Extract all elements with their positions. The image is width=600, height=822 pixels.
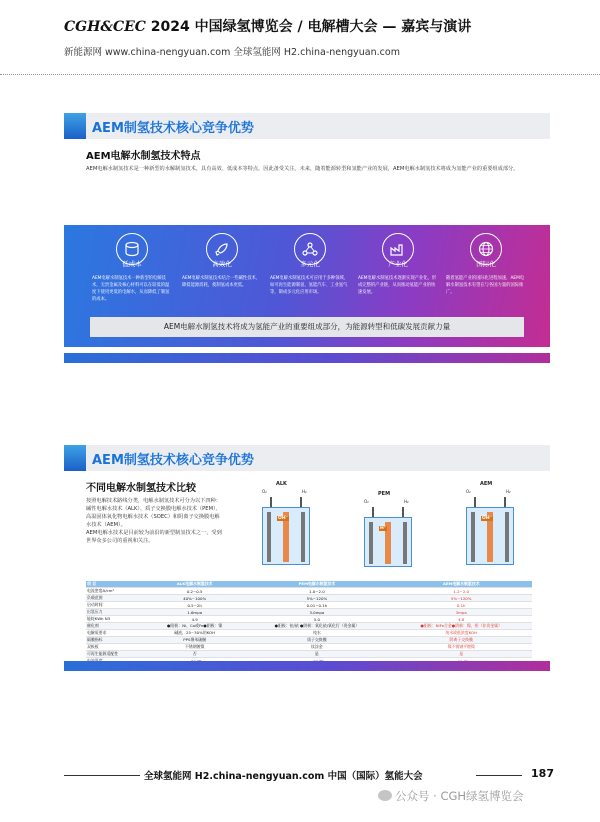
table-cell: 纯水或低浓度KOH: [390, 630, 532, 637]
electrolyte-tank: [262, 507, 310, 565]
table-cell: 0.1h: [390, 602, 532, 609]
table-cell: 镍不锈钢平镀镍: [390, 644, 532, 651]
slide-1-bottom-bar: [64, 353, 550, 363]
footer-line-right: [476, 775, 522, 776]
comparison-table: [86, 581, 532, 665]
table-row: [86, 609, 532, 616]
gas-label: O₂: [466, 489, 471, 494]
feature-label: 低成本: [122, 260, 142, 268]
table-cell: ●阳极：Ni、Co或Fe●阴极：镍: [146, 623, 243, 630]
header-title-text: 2024 中国绿氢博览会 / 电解槽大会 — 嘉宾与演讲: [145, 19, 472, 35]
cathode: [505, 512, 509, 562]
table-cell: 1.6mpa: [146, 609, 243, 616]
pipe: [504, 497, 506, 507]
pem-cell-diagram: [352, 499, 424, 583]
page-footer: [64, 768, 554, 782]
banner-tag: [64, 445, 86, 471]
table-cell: 隔膜指标: [86, 637, 146, 644]
pipe: [300, 497, 302, 507]
table-cell: 5%~120%: [243, 595, 390, 602]
feature-label: 高效化: [212, 260, 232, 268]
slide-1-banner: [64, 113, 550, 139]
table-cell: 40%~100%: [146, 595, 243, 602]
feature-desc: AEM电解水制氢技术可应用于多种领域，如可再生能源制氢、氢能汽车、工业氢气等，制成多元化应用市场。: [270, 276, 349, 295]
diagram-label-aem: AEM: [480, 481, 493, 487]
table-cell: 4.8: [390, 616, 532, 623]
feature-card-low-cost: [92, 233, 172, 329]
table-cell: ●阳极：NiFe合金●阴极：镍、钼（非贵金属）: [390, 623, 532, 630]
table-cell: 4.9: [146, 616, 243, 623]
table-row: [86, 623, 532, 630]
table-row: [86, 595, 532, 602]
slide-2: [64, 445, 550, 675]
page-header-subtitle: 新能源网 www.china-nengyuan.com 全球氢能网 H2.china-nengyuan.com: [64, 47, 400, 58]
feature-label: 国际化: [476, 260, 496, 268]
table-cell: 阴离子交换膜: [390, 637, 532, 644]
electrolyzer-diagrams: [244, 481, 534, 577]
table-cell: 启动时间: [86, 602, 146, 609]
aem-cell-diagram: [454, 489, 526, 573]
gas-label: H₂: [404, 499, 409, 504]
table-row: [86, 588, 532, 595]
gas-label: H₂: [506, 489, 511, 494]
page-header-title: [64, 16, 471, 36]
feature-desc: 随着氢能产业的国际化进程加速，AEM电解水制氢技术有望在与各国力量的国际推广。: [446, 276, 525, 295]
table-cell: 0.5~2h: [146, 602, 243, 609]
table-row: [86, 644, 532, 651]
feature-card-industrialization: [358, 233, 438, 329]
table-cell: 3mpa: [390, 609, 532, 616]
slide-2-banner-title: AEM制氢技术核心竞争优势: [92, 453, 254, 468]
feature-card-diversification: [270, 233, 350, 329]
table-cell: 纯水: [243, 630, 390, 637]
table-cell: 钛涂金: [243, 644, 390, 651]
wechat-icon: [378, 790, 392, 801]
watermark-text: 公众号 · CGH绿氢博览会: [395, 789, 524, 803]
anode: [267, 512, 271, 562]
cathode: [301, 512, 305, 562]
cathode: [403, 522, 407, 564]
table-row: [86, 651, 532, 658]
feature-label: 多元化: [300, 260, 320, 268]
slide-2-section-title: 不同电解水制氢技术比较: [86, 483, 196, 494]
slide-1: [64, 113, 550, 367]
table-row: [86, 602, 532, 609]
table-cell: 0.01~0.1h: [243, 602, 390, 609]
ion-label: H⁺: [380, 526, 387, 531]
gas-label: O₂: [364, 499, 369, 504]
feature-card-efficiency: [182, 233, 262, 329]
pipe: [270, 497, 272, 507]
slide-1-banner-title: AEM制氢技术核心竞争优势: [92, 121, 254, 136]
pipe: [474, 497, 476, 507]
table-cell: 可再生能源适配性: [86, 651, 146, 658]
table-header-cell: PEM电解水制氢技术: [243, 581, 390, 588]
slide-1-intro: AEM电解水制氢技术是一种新型的水解制氢技术，具有高效、低成本等特点，因此备受关注。未来，随着能源转型和氢能产业的发展，AEM电解水制氢技术将成为氢能产业的重要组成部分。: [86, 166, 519, 172]
ion-label: OH⁻: [482, 516, 492, 521]
alk-cell-diagram: [250, 489, 322, 573]
page-number: 187: [531, 767, 554, 780]
footer-text: 全球氢能网 H2.china-nengyuan.com 中国（国际）氢能大会: [144, 771, 423, 782]
slide-2-intro: 按照电解技术路线分类，电解水制氢技术可分为以下四种：碱性电解水技术（ALK）、质子交换膜电解水技术（PEM）、高温固体氧化物电解水技术（SOEC）和阴离子交换膜电解水技术（AEM）。 AEM电解水技术是目前较为前沿的新型制氢技术之一，受到世界众多公司的重视和关注。: [86, 498, 222, 544]
table-cell: 负载范围: [86, 595, 146, 602]
table-cell: 双极板: [86, 644, 146, 651]
table-cell: 质子交换膜: [243, 637, 390, 644]
table-row: [86, 630, 532, 637]
diagram-label-pem: PEM: [378, 491, 391, 497]
table-cell: 是: [390, 651, 532, 658]
pipe: [402, 507, 404, 517]
table-header-cell: AEM电解水制氢技术: [390, 581, 532, 588]
table-cell: 催化剂: [86, 623, 146, 630]
table-cell: ●阳极：铂/铱 ●阴极：氧化铱/氧化钌（贵金属）: [243, 623, 390, 630]
footer-line-left: [64, 775, 140, 776]
watermark: [378, 788, 524, 804]
banner-tag: [64, 113, 86, 139]
table-cell: 电流密度A/cm²: [86, 588, 146, 595]
electrolyte-tank: [466, 507, 514, 565]
table-cell: 1.2~2.0: [390, 588, 532, 595]
slide-1-summary: AEM电解水制氢技术将成为氢能产业的重要组成部分，为能源转型和低碳发展贡献力量: [90, 317, 524, 337]
electrolyte-tank: [364, 517, 412, 567]
feature-card-internationalization: [446, 233, 526, 329]
table-cell: 否: [146, 651, 243, 658]
table-cell: 是: [243, 651, 390, 658]
table-cell: 1.0~2.0: [243, 588, 390, 595]
table-cell: 0.2~0.5: [146, 588, 243, 595]
table-cell: 碱液，25~30%的KOH: [146, 630, 243, 637]
table-cell: 3.0mpa: [243, 609, 390, 616]
table-header-cell: ALK电解水制氢技术: [146, 581, 243, 588]
table-cell: 能耗KWh N3: [86, 616, 146, 623]
table-header-cell: 项 目: [86, 581, 146, 588]
anode: [369, 522, 373, 564]
slide-2-banner: [64, 445, 550, 471]
slide-1-section-title: AEM电解水制氢技术特点: [86, 151, 201, 162]
feature-label: 产业化: [388, 260, 408, 268]
table-cell: 不锈钢镀镍: [146, 644, 243, 651]
table-cell: PPS聚苯硫醚: [146, 637, 243, 644]
diagram-label-alk: ALK: [276, 481, 287, 487]
anode: [471, 512, 475, 562]
pipe: [372, 507, 374, 517]
gas-label: O₂: [262, 489, 267, 494]
header-brand: CGH&CEC: [64, 19, 146, 35]
table-cell: 5%~120%: [390, 595, 532, 602]
gas-label: H₂: [302, 489, 307, 494]
slide-2-bottom-bar: [64, 661, 550, 671]
feature-desc: AEM电解水制氢技术一种新型的电解技术，无贵金属及核心材料可以在较低的温度下使用更低的电解水，从而降低了制氢的成本。: [92, 276, 170, 302]
table-cell: 5.0: [243, 616, 390, 623]
table-row: [86, 637, 532, 644]
table-row: [86, 616, 532, 623]
table-cell: 电解质要求: [86, 630, 146, 637]
ion-label: OH⁻: [278, 516, 288, 521]
feature-desc: AEM电解水制氢技术逐渐实现产业化，形成完整的产业链，从而推动氢能产业的快速发展。: [358, 276, 437, 295]
header-divider: [0, 74, 600, 75]
feature-desc: AEM电解水制氢技术结合一些碱性技术，降低能源消耗，使制氢成本更低。: [182, 276, 261, 288]
table-cell: 出氢压力: [86, 609, 146, 616]
